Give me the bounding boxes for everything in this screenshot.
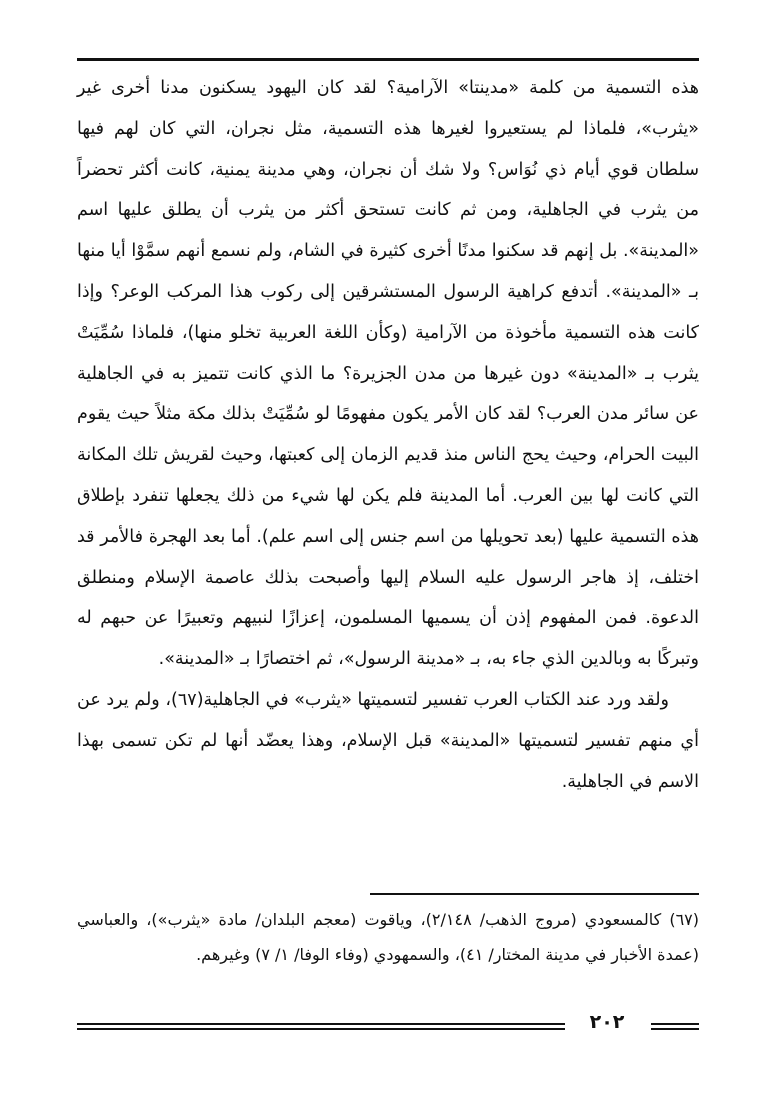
footnote-separator bbox=[370, 893, 699, 895]
footnote-67: (٦٧) كالمسعودي (مروج الذهب/ ٢/١٤٨)، وياقوت (معجم البلدان/ مادة «يثرب»)، والعباسي (عمدة الأخبار في مدينة المختار/ ٤١)، والسمهودي (وفاء الوفا/ ١/ ٧) وغيرهم. bbox=[77, 910, 699, 964]
page-footer bbox=[77, 1013, 699, 1043]
paragraph-2: ولقد ورد عند الكتاب العرب تفسير لتسميتها «يثرب» في الجاهلية(٦٧)، ولم يرد عن أي منهم تفسير لتسميتها «المدينة» قبل الإسلام، وهذا يعضّد أنها لم تكن تسمى بهذا الاسم في الجاهلية. bbox=[77, 689, 699, 792]
main-text bbox=[77, 68, 699, 802]
top-rule bbox=[77, 58, 699, 61]
page-number: ٢٠٢ bbox=[589, 1011, 625, 1033]
paragraph-1: هذه التسمية من كلمة «مدينتا» الآرامية؟ لقد كان اليهود يسكنون مدنا أخرى غير «يثرب»، فلماذا لم يستعيروا لغيرها هذه التسمية، مثل نجران، التي كان لهم فيها سلطان قوي أيام ذي نُوَاس؟ ولا شك أن نجران، وهي مدينة يمنية، كانت أكثر تحضراً من يثرب في الجاهلية، ومن ثم كانت تستحق أكثر من يثرب أن يطلق عليها اسم «المدينة». بل إنهم قد سكنوا مدنًا أخرى كثيرة في الشام، ولم نسمع أنهم سمَّوْا أيا منها بـ «المدينة». أتدفع كراهية الرسول المستشرقين إلى ركوب هذا المركب الوعر؟ وإذا كانت هذه التسمية مأخوذة من الآرامية (وكأن اللغة العربية تخلو منها)، فلماذا سُمِّيَتْ يثرب بـ «المدينة» دون غيرها من مدن الجزيرة؟ ما الذي كانت تتميز به في الجاهلية عن سائر مدن العرب؟ لقد كان الأمر يكون مفهومًا لو سُمِّيَتْ بذلك مكة مثلاً حيث يقوم البيت الحرام، وحيث يحج الناس منذ قديم الزمان إلى كعبتها، وحيث لقريش تلك المكانة التي كانت لها بين العرب. أما المدينة فلم يكن لها شيء من ذلك يجعلها تنفرد بإطلاق هذه التسمية عليها (بعد تحويلها من اسم جنس إلى اسم علم). أما بعد الهجرة فالأمر قد اختلف، إذ هاجر الرسول عليه السلام إليها وأصبحت بذلك عاصمة الإسلام ومنطلق الدعوة. فمن المفهوم إذن أن يسميها المسلمون، إعزازًا لنبيهم وتعبيرًا عن حبهم له وتبركًا به وبالدين الذي جاء به، بـ «مدينة الرسول»، ثم اختصارًا بـ «المدينة». bbox=[77, 78, 699, 670]
